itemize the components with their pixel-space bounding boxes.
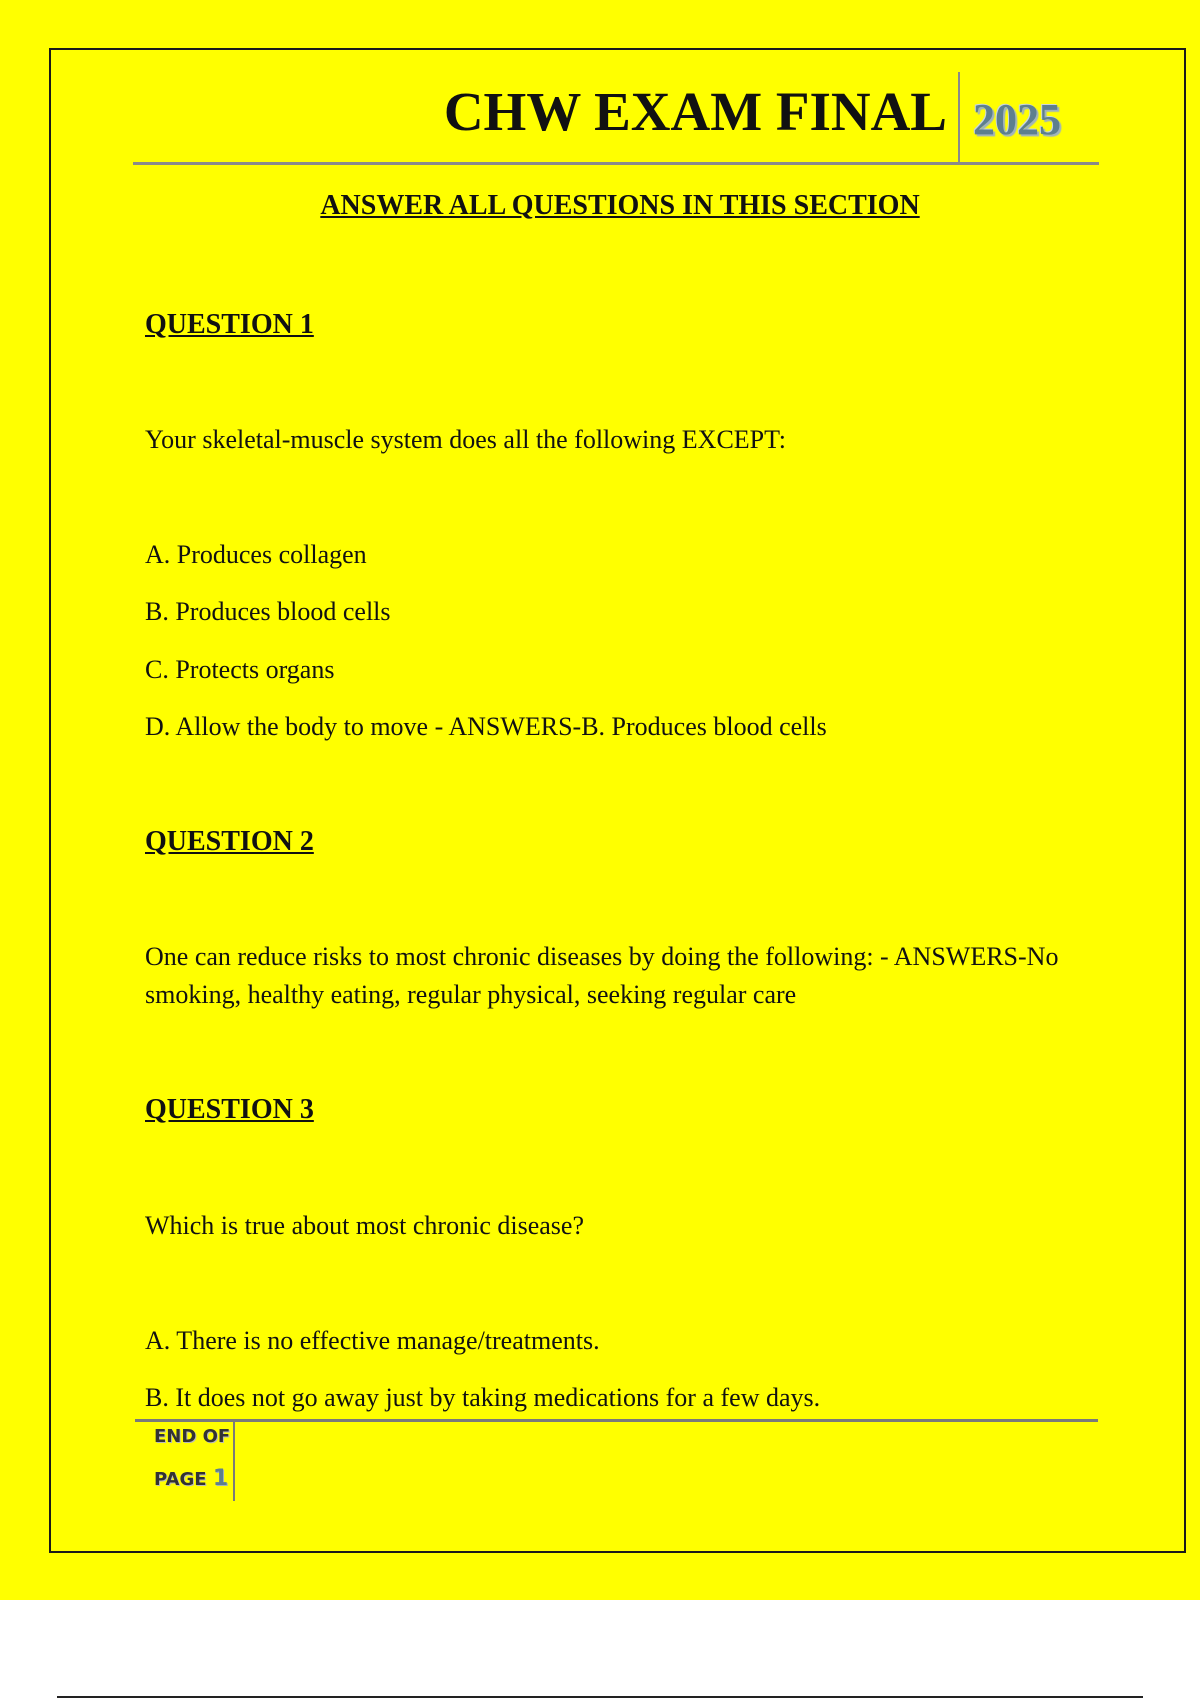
question-3-prompt: Which is true about most chronic disease? bbox=[145, 1211, 584, 1240]
question-1-option-a: A. Produces collagen bbox=[145, 540, 367, 569]
page-title: CHW EXAM FINAL bbox=[443, 81, 947, 142]
question-2-prompt: One can reduce risks to most chronic diseases by doing the following: - ANSWERS-No smoking, healthy eating, regular physical, seeking regular care bbox=[145, 942, 1059, 1009]
bottom-rule bbox=[57, 1696, 1143, 1698]
footer-page-prefix: PAGE bbox=[154, 1469, 207, 1490]
question-1-heading: QUESTION 1 bbox=[145, 309, 314, 340]
page-number: 1 bbox=[212, 1466, 229, 1491]
question-1-option-b: B. Produces blood cells bbox=[145, 597, 391, 626]
question-1-prompt: Your skeletal-muscle system does all the following EXCEPT: bbox=[145, 425, 786, 454]
title-block bbox=[133, 70, 1099, 165]
question-3-heading: QUESTION 3 bbox=[145, 1094, 314, 1125]
question-2-heading: QUESTION 2 bbox=[145, 826, 314, 857]
question-1-option-d: D. Allow the body to move - ANSWERS-B. Produces blood cells bbox=[145, 712, 827, 741]
question-1-option-c: C. Protects organs bbox=[145, 655, 335, 684]
title-year: 2025 bbox=[973, 95, 1061, 144]
question-3-option-b: B. It does not go away just by taking medications for a few days. bbox=[145, 1383, 821, 1412]
footer-end-of: END OF bbox=[154, 1426, 231, 1447]
footer-page-label bbox=[154, 1466, 228, 1491]
footer-divider bbox=[233, 1421, 235, 1501]
title-divider bbox=[958, 72, 960, 162]
section-heading: ANSWER ALL QUESTIONS IN THIS SECTION bbox=[320, 190, 920, 221]
question-3-option-a: A. There is no effective manage/treatments. bbox=[145, 1326, 600, 1355]
footer-rule bbox=[135, 1419, 1098, 1422]
